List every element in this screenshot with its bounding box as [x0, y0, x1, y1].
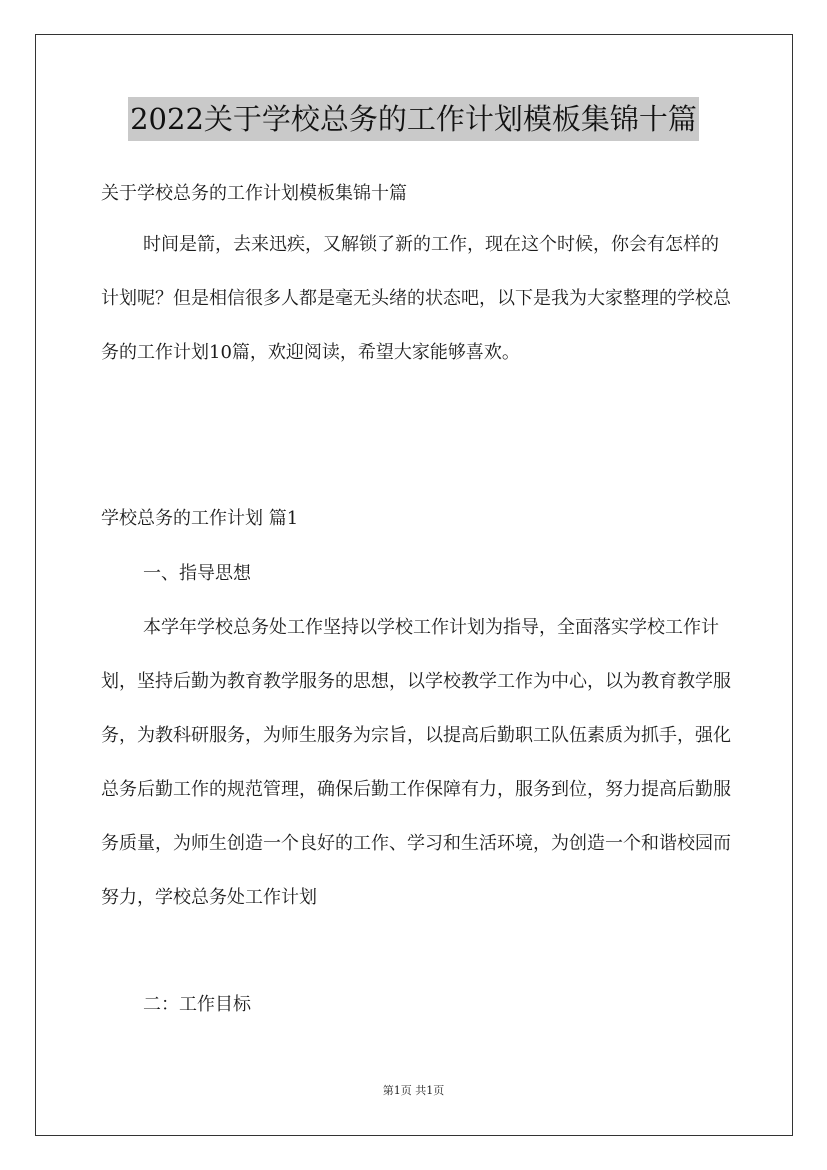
item-2-heading: 二：工作目标: [143, 994, 251, 1015]
document-subtitle: 关于学校总务的工作计划模板集锦十篇: [101, 183, 407, 204]
section-heading: 学校总务的工作计划 篇1: [101, 508, 299, 529]
page-footer: 第1页 共1页: [382, 1084, 445, 1097]
intro-paragraph: 时间是箭，去来迅疾，又解锁了新的工作，现在这个时候，你会有怎样的计划呢？但是相信很多人都是毫无头绪的状态吧，以下是我为大家整理的学校总务的工作计划10篇，欢迎阅读，希望大家能够喜欢。: [101, 234, 731, 363]
title-container: [0, 97, 827, 141]
document-title: 2022关于学校总务的工作计划模板集锦十篇: [128, 97, 699, 141]
item-1-paragraph: 本学年学校总务处工作坚持以学校工作计划为指导，全面落实学校工作计划，坚持后勤为教育教学服务的思想，以学校教学工作为中心，以为教育教学服务，为教科研服务，为师生服务为宗旨，以提高后勤职工队伍素质为抓手，强化总务后勤工作的规范管理，确保后勤工作保障有力，服务到位，努力提高后勤服务质量，为师生创造一个良好的工作、学习和生活环境，为创造一个和谐校园而努力，学校总务处工作计划: [101, 617, 731, 908]
item-1-heading: 一、指导思想: [143, 563, 251, 584]
